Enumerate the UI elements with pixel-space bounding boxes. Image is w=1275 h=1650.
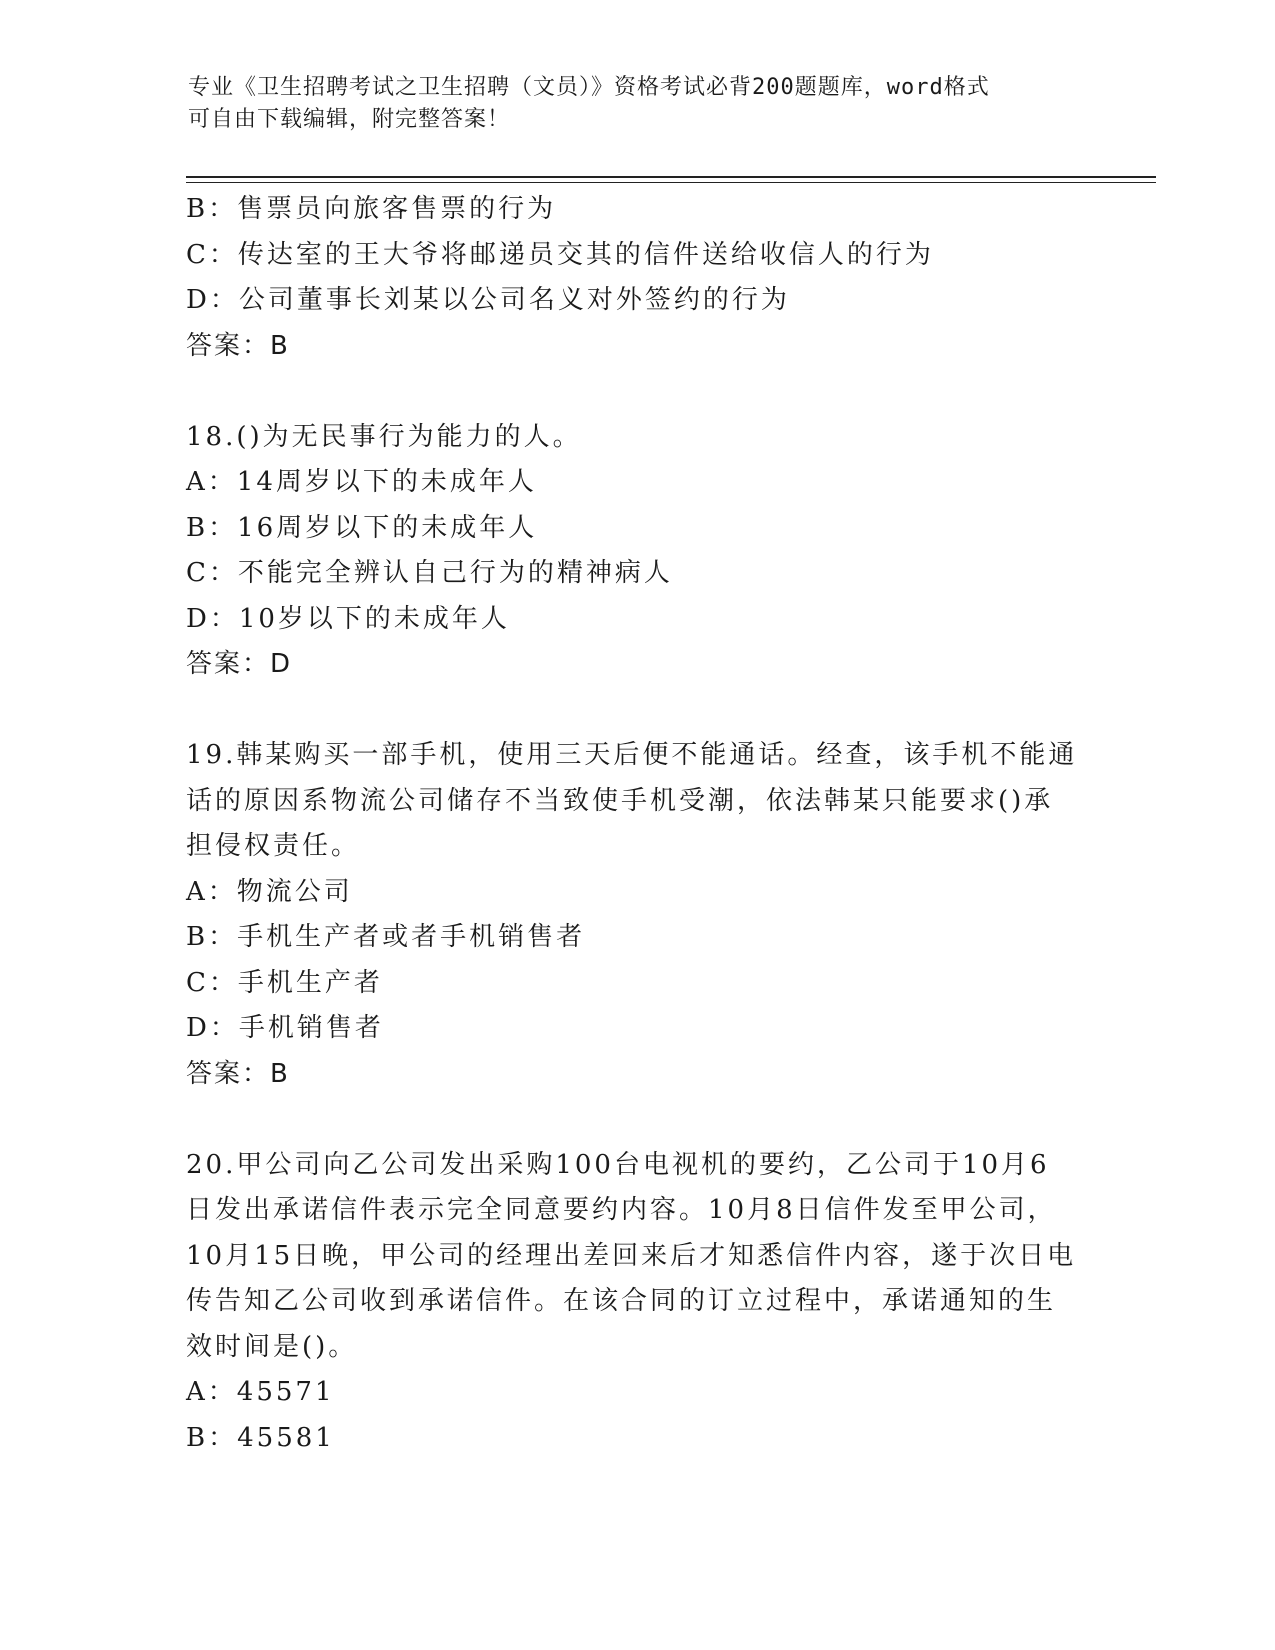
q18-option-a: A：14周岁以下的未成年人: [186, 467, 537, 497]
q20-option-b: B：45581: [186, 1422, 335, 1453]
spacer: [186, 688, 1086, 734]
spacer: [186, 1097, 1086, 1143]
question-19: [186, 733, 1086, 1097]
q19-answer: 答案：B: [186, 1058, 290, 1089]
q19-option-c: C：手机生产者: [186, 967, 383, 998]
q17-option-c: C：传达室的王大爷将邮递员交其的信件送给收信人的行为: [186, 239, 934, 270]
q19-question-line: 担侵权责任。: [186, 831, 361, 861]
q20-question-line: 10月15日晚，甲公司的经理出差回来后才知悉信件内容，遂于次日电: [186, 1240, 1077, 1271]
question-20: [186, 1143, 1086, 1462]
header-divider-thin: [186, 182, 1156, 183]
q19-option-a: A：物流公司: [186, 876, 353, 907]
q18-option-c: C：不能完全辨认自己行为的精神病人: [186, 558, 673, 588]
question-content: [186, 187, 1086, 1461]
q20-option-a: A：45571: [186, 1377, 335, 1407]
question-18: [186, 415, 1086, 688]
header-title-line-1: 专业《卫生招聘考试之卫生招聘（文员）》资格考试必背200题题库，word格式: [188, 75, 990, 100]
q18-answer: 答案：D: [186, 649, 293, 679]
q17-answer: 答案：B: [186, 330, 290, 361]
q20-question-line: 传告知乙公司收到承诺信件。在该合同的订立过程中，承诺通知的生: [186, 1286, 1057, 1316]
q17-option-d: D：公司董事长刘某以公司名义对外签约的行为: [186, 285, 790, 315]
question-17-tail: [186, 187, 1086, 369]
q18-option-b: B：16周岁以下的未成年人: [186, 512, 538, 543]
q18-option-d: D：10岁以下的未成年人: [186, 603, 510, 634]
document-header: [188, 72, 1088, 136]
q18-question: 18.()为无民事行为能力的人。: [186, 421, 582, 452]
q19-question-line: 话的原因系物流公司储存不当致使手机受潮，依法韩某只能要求()承: [186, 785, 1054, 816]
q20-question-line: 效时间是()。: [186, 1331, 358, 1362]
q20-question-line: 20.甲公司向乙公司发出采购100台电视机的要约，乙公司于10月6: [186, 1149, 1050, 1180]
header-divider-thick: [186, 176, 1156, 178]
q17-option-b: B：售票员向旅客售票的行为: [186, 194, 557, 224]
q19-option-d: D：手机销售者: [186, 1013, 384, 1043]
q19-question-line: 19.韩某购买一部手机，使用三天后便不能通话。经查，该手机不能通: [186, 740, 1078, 770]
spacer: [186, 369, 1086, 415]
q19-option-b: B：手机生产者或者手机销售者: [186, 922, 586, 952]
q20-question-line: 日发出承诺信件表示完全同意要约内容。10月8日信件发至甲公司，: [186, 1195, 1057, 1225]
header-title-line-2: 可自由下载编辑，附完整答案！: [188, 107, 511, 132]
